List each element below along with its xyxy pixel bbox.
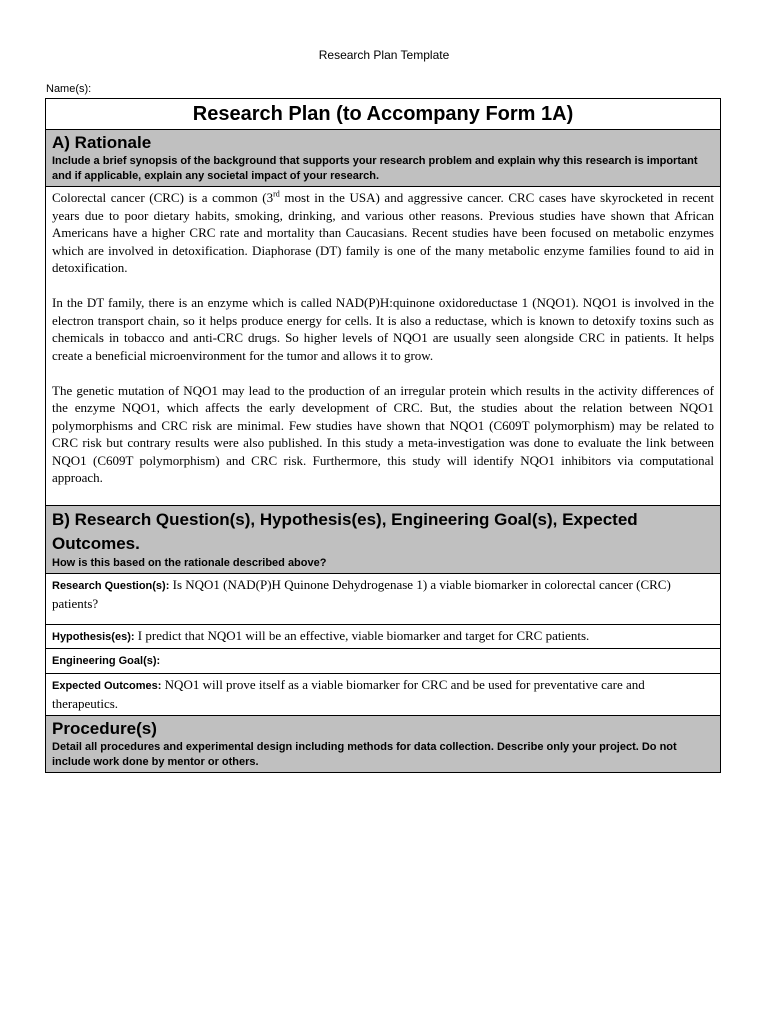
plan-title: Research Plan (to Accompany Form 1A) [46, 99, 721, 130]
expected-outcomes-text: NQO1 will prove itself as a viable biomarker for CRC and be used for preventative care and therapeutics. [52, 676, 645, 711]
section-b-heading: B) Research Question(s), Hypothesis(es), Engineering Goal(s), Expected Outcomes. [52, 509, 638, 553]
rationale-body[interactable] [46, 187, 721, 506]
procedure-description: Detail all procedures and experimental design including methods for data collection. Describe only your project. Do not include work done by mentor or others. [52, 740, 677, 768]
engineering-goal-cell[interactable] [46, 649, 721, 674]
document-title: Research Plan Template [318, 48, 450, 62]
hypothesis-label: Hypothesis(es): [52, 630, 135, 643]
rationale-body-row [46, 187, 721, 506]
rationale-p1-superscript: rd [273, 189, 280, 199]
rationale-p1-start: Colorectal cancer (CRC) is a common (3 [52, 190, 274, 205]
research-question-label: Research Question(s): [52, 579, 170, 592]
rationale-header-cell [46, 130, 721, 187]
section-b-description: How is this based on the rationale described above? [52, 556, 327, 569]
section-b-header-cell [46, 505, 721, 573]
rationale-paragraph-1 [52, 189, 714, 277]
plan-title-row [46, 99, 721, 130]
procedure-heading: Procedure(s) [52, 718, 157, 738]
rationale-paragraph-2: In the DT family, there is an enzyme which is called NAD(P)H:quinone oxidoreductase 1 (NQO1). NQO1 is involved in the electron transport chain, so it helps produce energy for cells. It is also a reductase, which is known to detoxify toxins such as chemicals in tobacco and anti-CRC drugs. So higher levels of NQO1 are usually seen alongside CRC in patients. It helps create a beneficial microenvironment for the tumor and allows it to grow. [52, 295, 714, 363]
procedure-header-row [46, 715, 721, 772]
names-label: Name(s): [46, 83, 92, 95]
rationale-heading: A) Rationale [52, 133, 152, 152]
hypothesis-cell[interactable] [46, 624, 721, 649]
engineering-goal-label: Engineering Goal(s): [52, 655, 161, 667]
engineering-goal-row [46, 649, 721, 674]
research-question-text: Is NQO1 (NAD(P)H Quinone Dehydrogenase 1) a viable biomarker in colorectal cancer (CRC) patients? [52, 576, 671, 611]
rationale-header-row [46, 130, 721, 187]
rationale-description: Include a brief synopsis of the background that supports your research problem and explain why this research is important and if applicable, explain any societal impact of your research. [52, 155, 698, 182]
research-question-cell[interactable] [46, 573, 721, 624]
research-question-row [46, 573, 721, 624]
hypothesis-text: I predict that NQO1 will be an effective, viable biomarker and target for CRC patients. [134, 627, 590, 643]
rationale-paragraph-3: The genetic mutation of NQO1 may lead to the production of an irregular protein which results in the activity differences of the enzyme NQO1, which affects the early development of CRC. But, the studies about the relation between NQO1 polymorphisms and CRC risk are minimal. Few studies have shown that NQO1 (C609T polymorphism) may be related to CRC risk but contrary results were also published. In this study a meta-investigation was done to evaluate the link between NQO1 (C609T polymorphism) and CRC risk. Furthermore, this study will identify NQO1 inhibitors via computational approach. [52, 382, 714, 485]
rationale-p1-rest: most in the USA) and aggressive cancer. CRC cases have skyrocketed in recent years due to poor dietary habits, smoking, drinking, and various other reasons. Previous studies have shown that African Americans have a higher CRC rate and mortality than Caucasians. Recent studies have been focused on metabolic enzymes which are involved in detoxification. Diaphorase (DT) family is one of the many metabolic enzyme families found to aid in detoxification. [52, 190, 714, 275]
hypothesis-row [46, 624, 721, 649]
section-b-header-row [46, 505, 721, 573]
research-plan-table [45, 98, 721, 773]
expected-outcomes-row [46, 673, 721, 715]
expected-outcomes-cell[interactable] [46, 673, 721, 715]
expected-outcomes-label: Expected Outcomes: [52, 679, 162, 692]
procedure-header-cell [46, 715, 721, 772]
